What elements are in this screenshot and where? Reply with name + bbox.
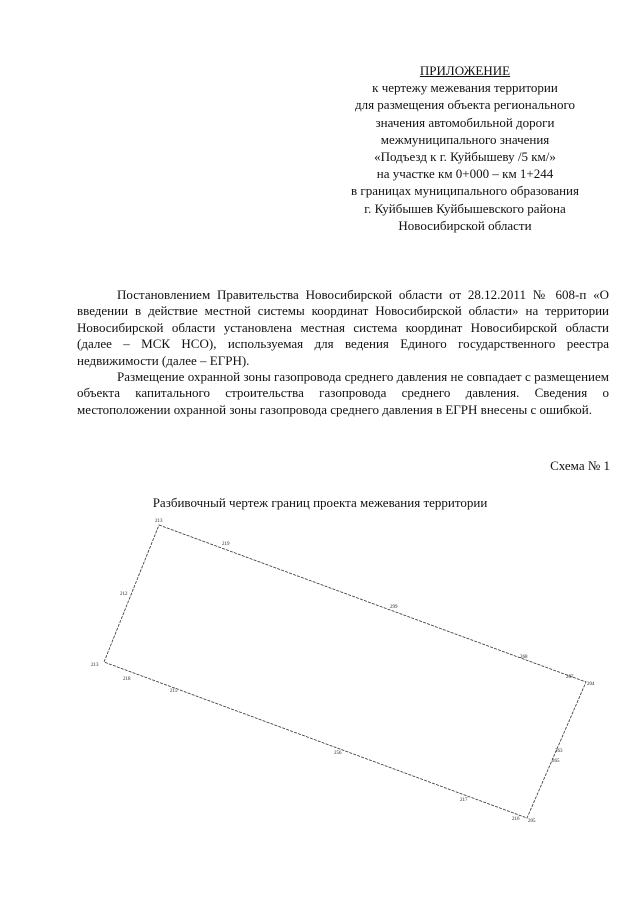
point-label: 213	[91, 663, 99, 668]
appendix-line: Новосибирской области	[398, 217, 532, 233]
appendix-title: ПРИЛОЖЕНИЕ	[419, 63, 511, 78]
point-label: 299	[390, 605, 398, 610]
point-label: 204	[587, 682, 595, 687]
appendix-line: на участке км 0+000 – км 1+244	[376, 166, 554, 182]
point-label: 219	[222, 542, 230, 547]
appendix-line: к чертежу межевания территории	[372, 80, 558, 96]
point-label: 263	[555, 749, 563, 754]
point-label: 212	[120, 592, 128, 597]
point-label: 268	[520, 655, 528, 660]
paragraph: Постановлением Правительства Новосибирской области от 28.12.2011 № 608-п «О введении в действие местной системы координат Новосибирской области» на территории Новосибирской области установлена местная система координат Новосибирской области (далее – МСК НСО), используемая для ведения Единого государственного реестра недвижимости (далее – ЕГРН).	[77, 287, 609, 368]
point-label: 213	[155, 519, 163, 524]
drawing-title: Разбивочный чертеж границ проекта межевания территории	[152, 495, 488, 510]
point-label: 217	[460, 798, 468, 803]
point-label: 205	[528, 819, 536, 824]
appendix-line: «Подъезд к г. Куйбышеву /5 км/»	[374, 149, 556, 165]
paragraph: Размещение охранной зоны газопровода среднего давления не совпадает с размещением объекта капитального строительства газопровода среднего давления. Сведения о местоположении охранной зоны газопровода среднего давления в ЕГРН внесены с ошибкой.	[77, 369, 609, 417]
point-label: 256	[334, 751, 342, 756]
point-label: 265	[552, 759, 560, 764]
appendix-line: в границах муниципального образования	[351, 183, 579, 199]
point-label: 218	[123, 677, 131, 682]
appendix-line: межмуниципального значения	[380, 131, 550, 147]
scheme-label: Схема № 1	[550, 458, 610, 473]
point-label: 215	[170, 689, 178, 694]
appendix-line: для размещения объекта регионального	[354, 97, 576, 113]
boundary-polygon	[104, 525, 586, 818]
appendix-line: значения автомобильной дороги	[375, 114, 555, 130]
point-label: 207	[566, 675, 574, 680]
appendix-line: г. Куйбышев Куйбышевского района	[364, 200, 566, 216]
point-label: 216	[512, 817, 520, 822]
